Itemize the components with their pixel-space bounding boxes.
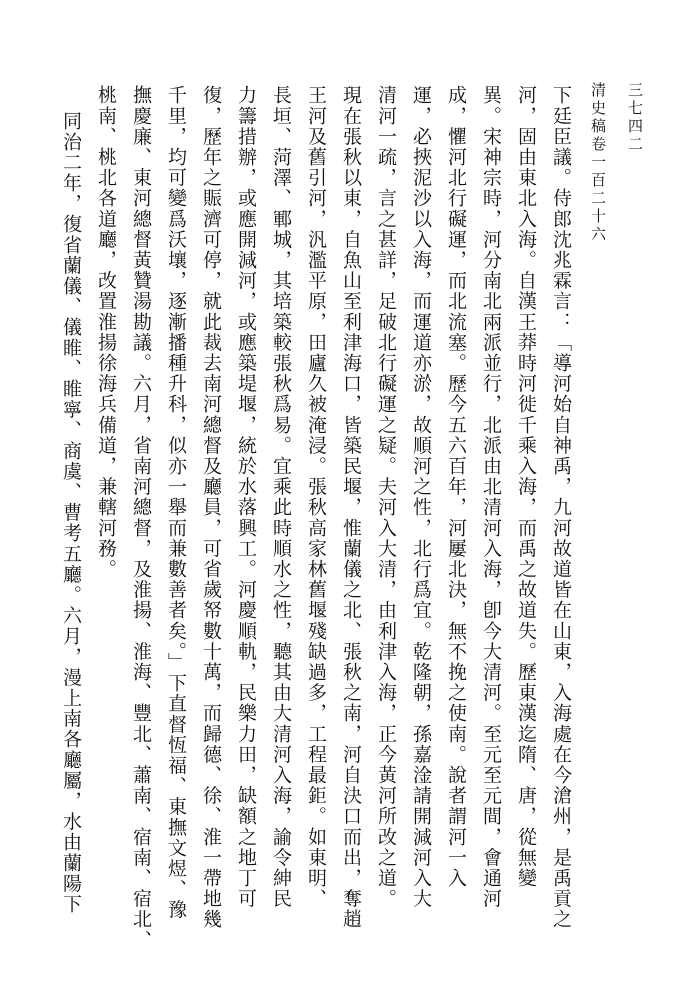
text-column: 長垣、菏澤、鄆城，其培築較張秋爲易。宜乘此時順水之性，聽其由大清河入海，諭令紳民 (270, 85, 292, 909)
text-column: 王河及舊引河，汎濫平原，田廬久被淹浸。張秋高家林舊堰殘缺過多，工程最鉅。如東明、 (305, 85, 327, 909)
text-column: 撫慶廉、東河總督黃贊湯勘議。六月，省南河總督，及淮揚、淮海、豐北、蕭南、宿南、宿北、 (130, 85, 152, 951)
page-title: 清史稿卷一百二十六 (589, 82, 607, 244)
page-number: 三七四二 (626, 82, 644, 154)
text-column: 清河一疏，言之甚詳，足破北行礙運之疑。夫河入大清，由利津入海，正今黃河所改之道。 (375, 85, 397, 909)
text-column: 桃南、桃北各道廳，改置淮揚徐海兵備道，兼轄河務。 (95, 85, 117, 580)
text-column: 成，懼河北行礙運，而北流塞。歷今五六百年，河屢北決，無不挽之使南。說者謂河一入 (445, 85, 467, 889)
text-column: 千里，均可變爲沃壤，逐漸播種升科，似亦一舉而兼數善者矣。」下直督恆福、東撫文煜、豫 (165, 85, 187, 921)
text-column: 復，歷年之賑濟可停，就此裁去南河總督及廳員，可省歲帑數十萬，而歸德、徐、淮一帶地幾 (200, 85, 222, 930)
text-column: 下廷臣議。侍郎沈兆霖言：「導河始自神禹，九河故道皆在山東，入海處在今滄州，是禹貢之 (550, 85, 572, 930)
text-column: 現在張秋以東，自魚山至利津海口，皆築民堰，惟蘭儀之北、張秋之南，河自決口而出，奪趙 (340, 85, 362, 930)
text-column: 運，必挾泥沙以入海，而運道亦淤，故順河之性，北行爲宜。乾隆朝，孫嘉淦請開減河入大 (410, 85, 432, 909)
text-column: 力籌措辦，或應開減河，或應築堤堰，統於水落興工。河慶順軌，民樂力田，缺額之地丁可 (235, 85, 257, 909)
text-column: 異。宋神宗時，河分南北兩派並行，北派由北清河入海，卽今大清河。至元至元間，會通河 (480, 85, 502, 909)
text-column: 同治二年，復省蘭儀、儀睢、睢寧、商虞、曹考五廳。六月，漫上南各廳屬，水由蘭陽下 (60, 111, 82, 915)
text-column: 河，固由東北入海。自漢王莽時河徙千乘入海，而禹之故道失。歷東漢迄隋、唐，從無變 (515, 85, 537, 889)
